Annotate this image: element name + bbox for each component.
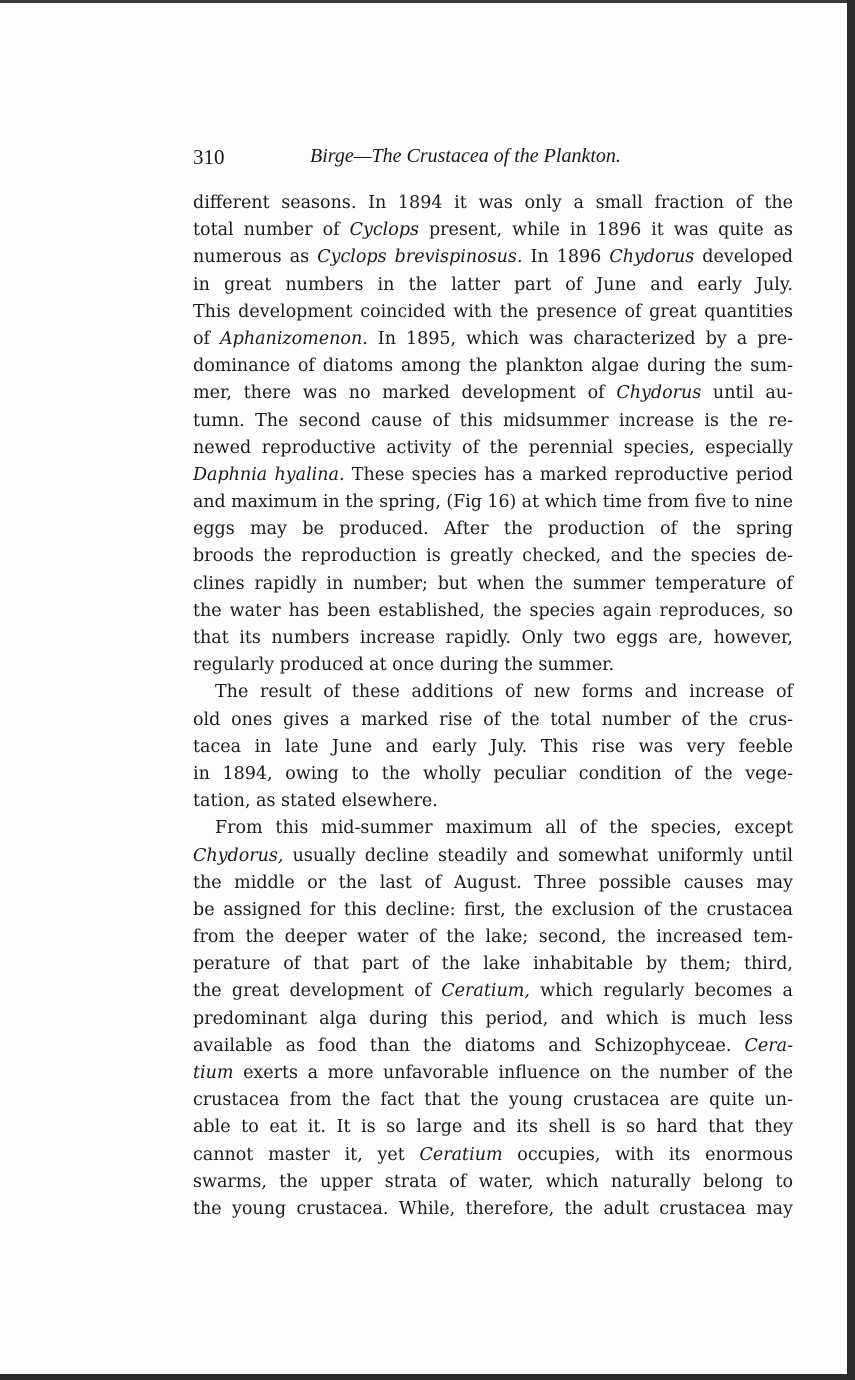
running-title: Birge—The Crustacea of the Plankton. xyxy=(310,145,621,167)
scan-edge-top xyxy=(0,0,855,3)
text-line: swarms, the upper strata of water, which naturally belong to xyxy=(193,1171,793,1192)
text-line: Chydorus, usually decline steadily and somewhat uniformly until xyxy=(193,845,793,866)
scan-edge-right xyxy=(847,0,855,1380)
text-line: in great numbers in the latter part of June and early July. xyxy=(193,274,793,295)
text-line: tium exerts a more unfavorable influence on the number of the xyxy=(193,1063,793,1083)
text-line: in 1894, owing to the wholly peculiar condition of the vege- xyxy=(193,763,793,784)
paragraph-1 xyxy=(193,190,793,679)
text-line: clines rapidly in number; but when the summer temperature of xyxy=(193,573,793,594)
text-line: cannot master it, yet Ceratium occupies, with its enormous xyxy=(193,1144,794,1165)
paragraph-2 xyxy=(193,679,793,815)
text-line: from the deeper water of the lake; second, the increased tem- xyxy=(193,927,793,948)
page-number: 310 xyxy=(193,145,225,169)
text-line: predominant alga during this period, and which is much less xyxy=(193,1008,793,1029)
page-header xyxy=(193,145,793,175)
text-line: perature of that part of the lake inhabitable by them; third, xyxy=(193,954,793,975)
text-line: mer, there was no marked development of Chydorus until au- xyxy=(193,383,793,404)
text-line: the water has been established, the species again reproduces, so xyxy=(193,600,793,621)
text-line: different seasons. In 1894 it was only a small fraction of the xyxy=(193,193,793,213)
text-line: numerous as Cyclops brevispinosus. In 1896 Chydorus developed xyxy=(193,247,794,268)
text-line: of Aphanizomenon. In 1895, which was characterized by a pre- xyxy=(193,328,793,349)
text-line: be assigned for this decline: first, the exclusion of the crustacea xyxy=(193,899,793,920)
text-line: tation, as stated elsewhere. xyxy=(193,791,438,812)
text-line: broods the reproduction is greatly checked, and the species de- xyxy=(193,546,793,567)
text-line: able to eat it. It is so large and its shell is so hard that they xyxy=(193,1117,793,1138)
text-line: Daphnia hyalina. These species has a marked reproductive period xyxy=(193,464,793,485)
text-line: newed reproductive activity of the perennial species, especially xyxy=(193,437,793,458)
text-line: From this mid-summer maximum all of the species, except xyxy=(215,818,793,839)
body-text xyxy=(193,190,793,1223)
scan-edge-bottom xyxy=(0,1374,855,1380)
text-line: tumn. The second cause of this midsummer increase is the re- xyxy=(193,410,793,431)
text-line: crustacea from the fact that the young crustacea are quite un- xyxy=(193,1090,793,1111)
text-line: dominance of diatoms among the plankton algae during the sum- xyxy=(193,356,793,377)
text-line: old ones gives a marked rise of the total number of the crus- xyxy=(193,709,793,730)
text-line: The result of these additions of new forms and increase of xyxy=(215,682,793,703)
text-line: that its numbers increase rapidly. Only two eggs are, however, xyxy=(193,628,793,648)
text-line: and maximum in the spring, (Fig 16) at which time from five to nine xyxy=(193,492,793,513)
text-line: available as food than the diatoms and Schizophyceae. Cera- xyxy=(193,1035,793,1056)
text-line: the great development of Ceratium, which regularly becomes a xyxy=(193,981,793,1002)
text-line: total number of Cyclops present, while in 1896 it was quite as xyxy=(193,220,793,241)
text-line: tacea in late June and early July. This rise was very feeble xyxy=(193,736,793,757)
text-line: the middle or the last of August. Three possible causes may xyxy=(193,872,793,893)
text-line: regularly produced at once during the summer. xyxy=(193,655,615,676)
text-line: the young crustacea. While, therefore, the adult crustacea may xyxy=(193,1198,793,1219)
text-line: This development coincided with the presence of great quantities xyxy=(193,301,793,322)
text-line: eggs may be produced. After the production of the spring xyxy=(193,519,793,540)
paragraph-3 xyxy=(193,815,793,1223)
